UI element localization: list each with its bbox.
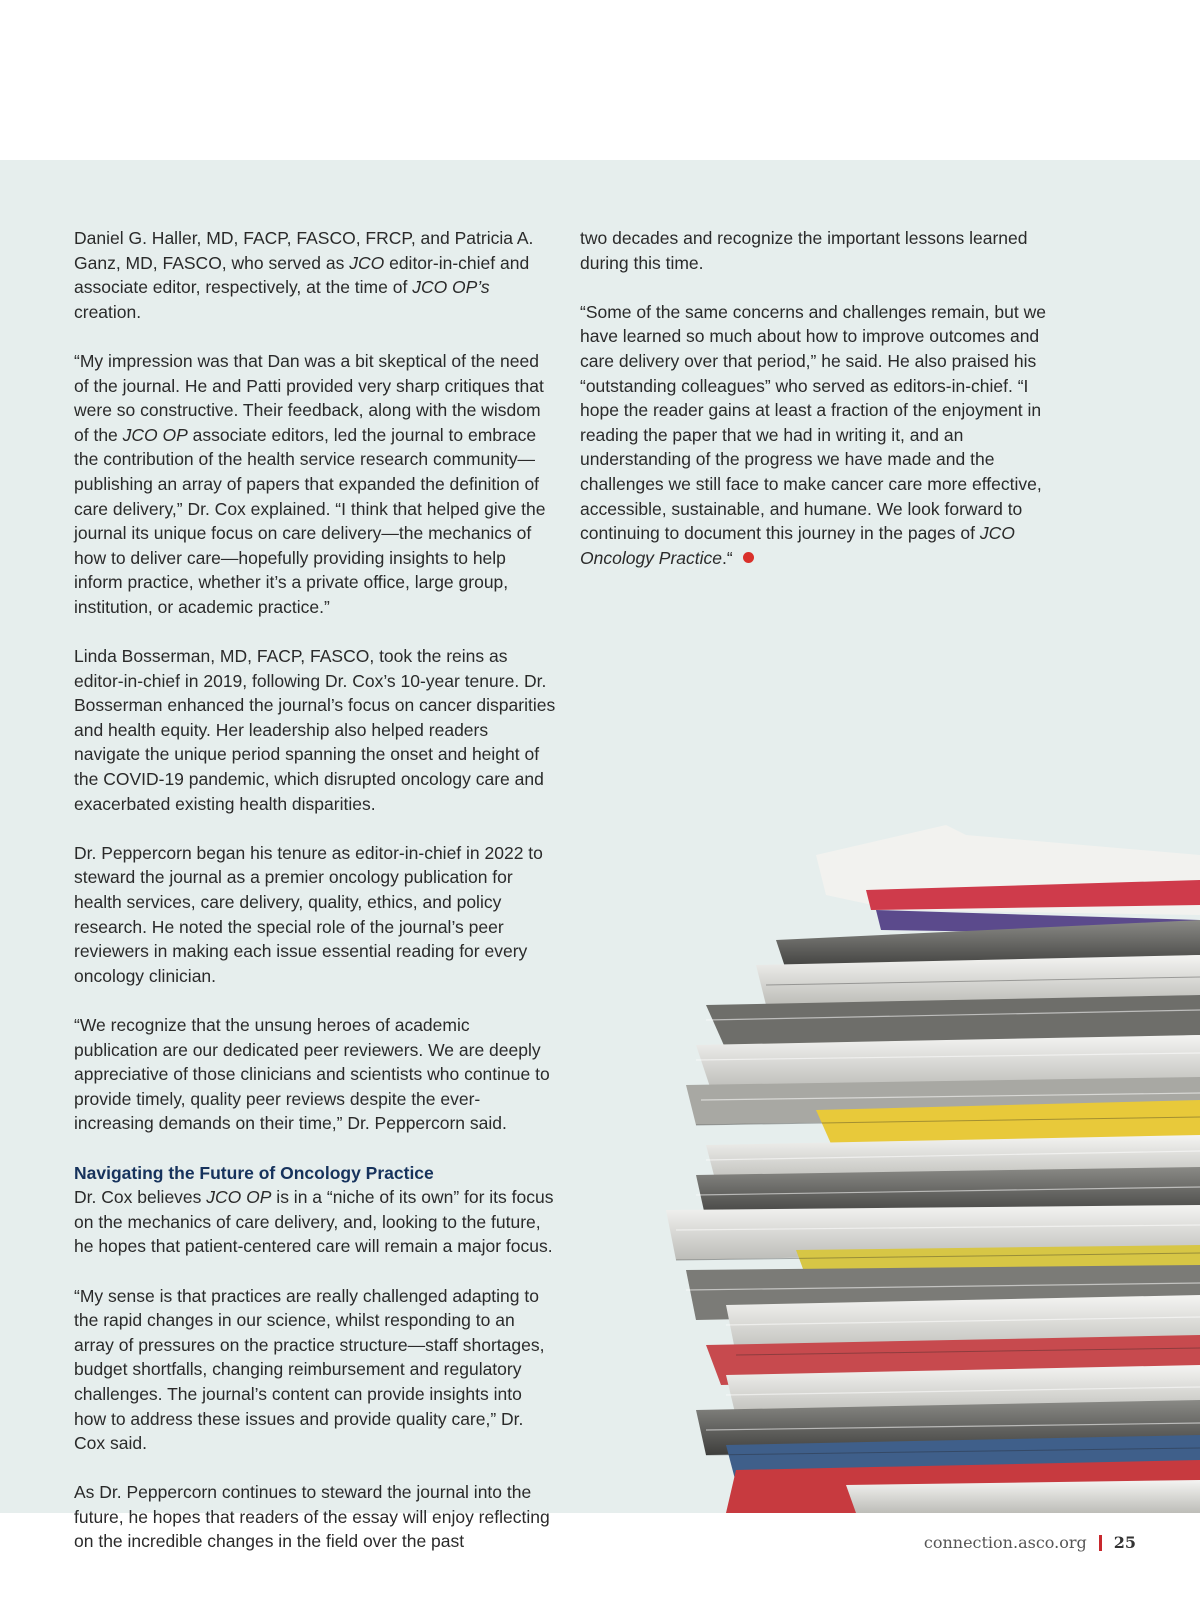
divider: [1099, 1535, 1102, 1551]
left-column: [74, 226, 556, 1554]
paragraph: “My sense is that practices are really challenged adapting to the rapid changes in our science, whilst responding to an array of pressures on the practice structure—staff shortages, budget shortfalls, changing reimbursement and regulatory challenges. The journal’s content can provide insights into how to address these issues and provide quality care,” Dr. Cox said.: [74, 1285, 545, 1454]
paragraph: “My impression was that Dan was a bit skeptical of the need of the journal. He and Patti provided very sharp critiques that were so constructive. Their feedback, along with the wisdom of the JCO OP associate editors, led the journal to embrace the contribution of the health service research community—publishing an array of papers that expanded the definition of care delivery,” Dr. Cox explained. “I think that helped give the journal its unique focus on care delivery—the mechanics of how to deliver care—hopefully providing insights to help inform practice, whether it’s a private office, large group, institution, or academic practice.”: [74, 350, 546, 617]
magazine-stack-illustration: [666, 705, 1200, 1513]
paragraph: Dr. Peppercorn began his tenure as editor-in-chief in 2022 to steward the journal as a premier oncology publication for health services, care delivery, quality, ethics, and policy research. He noted the special role of the journal’s peer reviewers in making each issue essential reading for every oncology clinician.: [74, 842, 543, 986]
paragraph: two decades and recognize the important lessons learned during this time.: [580, 228, 1028, 273]
page-number: 25: [1113, 1533, 1136, 1552]
paragraph: “We recognize that the unsung heroes of academic publication are our dedicated peer reviewers. We are deeply appreciative of those clinicians and scientists who continue to provide timely, quality peer reviews despite the ever-increasing demands on their time,” Dr. Peppercorn said.: [74, 1015, 550, 1134]
paragraph: Daniel G. Haller, MD, FACP, FASCO, FRCP, and Patricia A. Ganz, MD, FASCO, who served as JCO editor-in-chief and associate editor, respectively, at the time of JCO OP’s creation.: [74, 228, 534, 322]
section-heading: Navigating the Future of Oncology Practice: [74, 1162, 434, 1183]
paragraph: Dr. Cox believes JCO OP is in a “niche of its own” for its focus on the mechanics of care delivery, and, looking to the future, he hopes that patient-centered care will remain a major focus.: [74, 1187, 554, 1257]
page-footer: [924, 1533, 1136, 1552]
site-url: connection.asco.org: [923, 1533, 1087, 1552]
right-column: [580, 226, 1072, 595]
paragraph: As Dr. Peppercorn continues to steward the journal into the future, he hopes that readers of the essay will enjoy reflecting on the incredible changes in the field over the past: [74, 1482, 550, 1552]
paragraph: Linda Bosserman, MD, FACP, FASCO, took the reins as editor-in-chief in 2019, following Dr. Cox’s 10-year tenure. Dr. Bosserman enhanced the journal’s focus on cancer disparities and health equity. Her leadership also helped readers navigate the unique period spanning the onset and height of the COVID-19 pandemic, which disrupted oncology care and exacerbated existing health disparities.: [74, 646, 556, 814]
red-dot-icon: [743, 552, 754, 563]
paragraph: “Some of the same concerns and challenges remain, but we have learned so much about how to improve outcomes and care delivery over that period,” he said. He also praised his “outstanding colleagues” who served as editors-in-chief. “I hope the reader gains at least a fraction of the enjoyment in reading the paper that we had in writing it, and an understanding of the progress we have made and the challenges we still face to make cancer care more effective, accessible, sustainable, and humane. We look forward to continuing to document this journey in the pages of JCO Oncology Practice.“: [580, 301, 1046, 568]
